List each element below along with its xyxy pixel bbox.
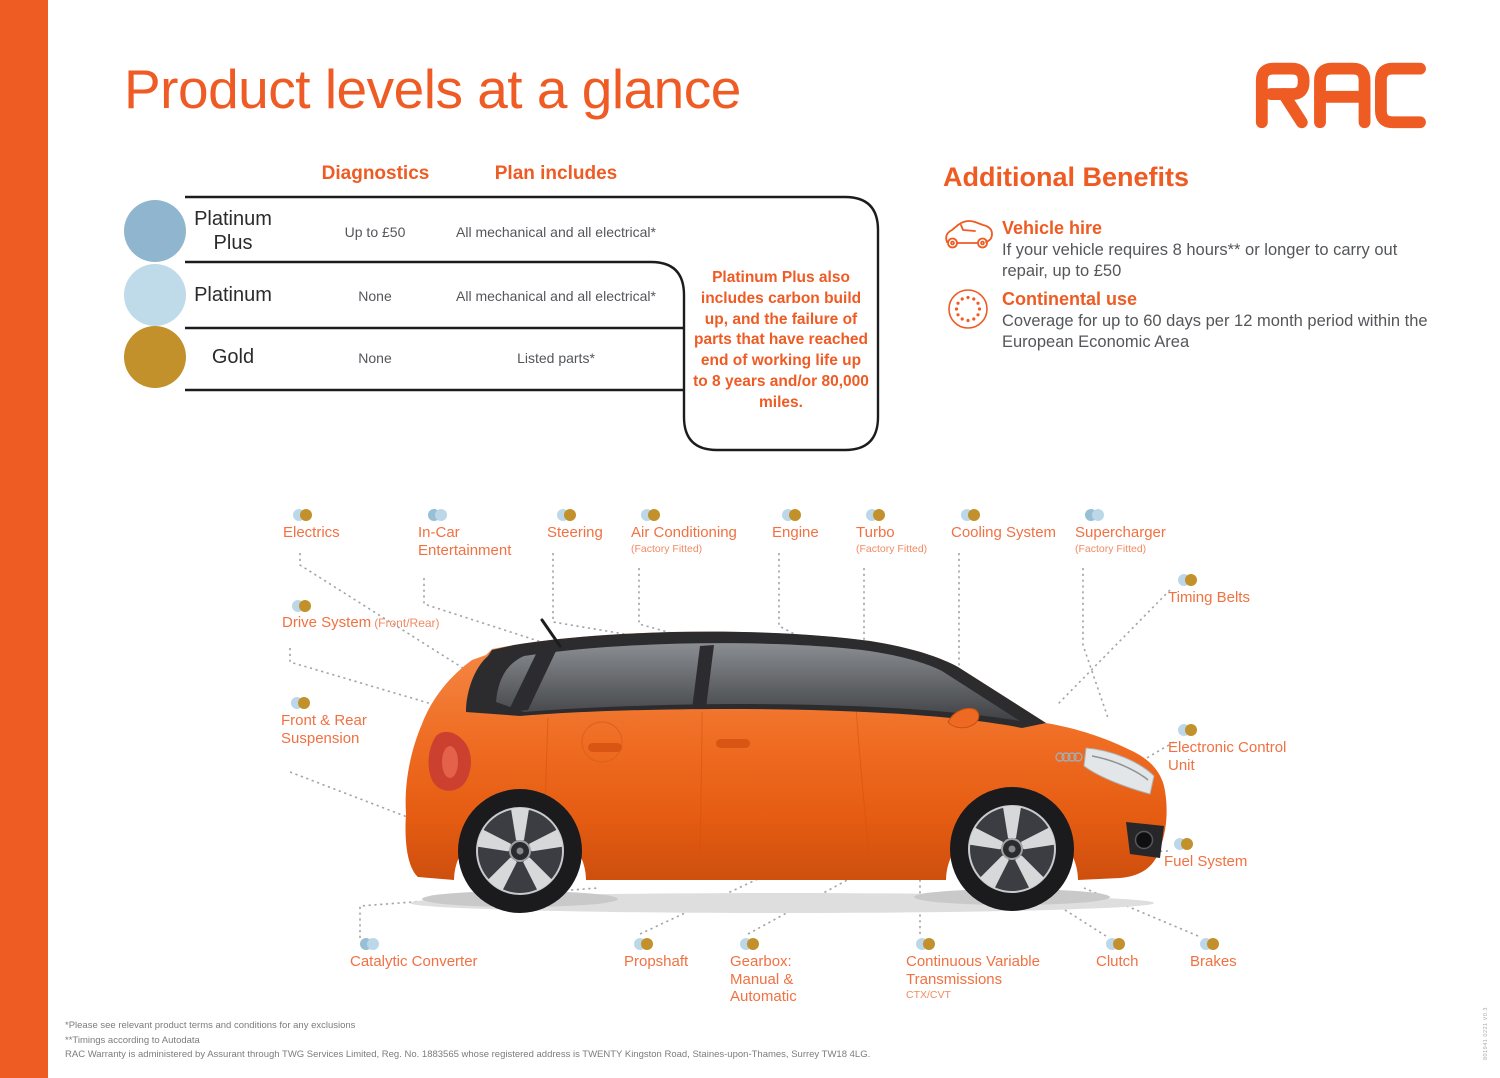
diagnostics-value: None <box>358 288 392 304</box>
plan-coverage-dots <box>1174 838 1247 850</box>
plan-coverage-dots <box>428 509 530 521</box>
part-label-electrics: Electrics <box>283 509 340 542</box>
part-label-steering: Steering <box>547 509 603 542</box>
column-header-plan-includes: Plan includes <box>494 163 618 184</box>
page-title: Product levels at a glance <box>124 58 741 120</box>
part-label-fuel-system: Fuel System <box>1164 838 1247 871</box>
plan-coverage-dots <box>557 509 603 521</box>
plan-coverage-dots <box>1106 938 1139 950</box>
part-label-cvt: Continuous Variable Transmissions CTX/CVT <box>906 938 1056 1001</box>
platinum-plus-callout: Platinum Plus also includes carbon build up, and the failure of parts that have reached end of working life up to 8 years and/or 80,000 miles. <box>693 269 869 411</box>
diagnostics-value: None <box>358 350 392 366</box>
part-label-propshaft: Propshaft <box>624 938 688 971</box>
plan-coverage-dots <box>293 509 340 521</box>
plan-includes-value: All mechanical and all electrical* <box>456 288 656 304</box>
plan-coverage-dots <box>1178 724 1303 736</box>
plan-coverage-dots <box>360 938 478 950</box>
benefit-text: If your vehicle requires 8 hours** or longer to carry out repair, up to £50 <box>1002 241 1398 281</box>
part-label-gearbox: Gearbox: Manual & Automatic <box>730 938 830 1006</box>
continental-use-icon <box>947 288 989 330</box>
part-label-electronic-control-unit: Electronic Control Unit <box>1168 724 1303 774</box>
part-label-drive-system: Drive System (Front/Rear) <box>282 600 522 632</box>
plan-coverage-dots <box>292 600 522 612</box>
benefit-text: Coverage for up to 60 days per 12 month period within the European Economic Area <box>1002 312 1428 352</box>
front-wheel <box>950 787 1074 911</box>
plan-coverage-dots <box>634 938 688 950</box>
vehicle-hire-icon <box>941 216 997 254</box>
benefit-title: Continental use <box>1002 289 1138 309</box>
car-illustration <box>406 620 1167 913</box>
plan-coverage-dots <box>1178 574 1250 586</box>
footer-line: RAC Warranty is administered by Assurant through TWG Services Limited, Reg. No. 1883565 whose registered address is TWENTY Kingston Road, Staines-upon-Thames, Surrey TW18 4LG. <box>65 1049 871 1061</box>
leader-supercharger <box>1083 568 1108 718</box>
tier-name: Gold <box>211 346 255 368</box>
plan-coverage-dots <box>291 697 391 709</box>
part-label-cooling-system: Cooling System <box>951 509 1056 542</box>
footer-line: **Timings according to Autodata <box>65 1034 200 1046</box>
part-label-brakes: Brakes <box>1190 938 1237 971</box>
tier-circle-platinum-plus <box>124 200 186 262</box>
footer-disclaimer <box>65 1019 870 1063</box>
plan-coverage-dots <box>740 938 830 950</box>
plan-coverage-dots <box>1200 938 1237 950</box>
tier-circle-gold <box>124 326 186 388</box>
part-label-engine: Engine <box>772 509 819 542</box>
part-label-catalytic-converter: Catalytic Converter <box>350 938 478 971</box>
print-code: 801941 0221 V0.3 <box>1483 1007 1489 1060</box>
tier-circle-platinum <box>124 264 186 326</box>
part-label-supercharger: Supercharger (Factory Fitted) <box>1075 509 1205 555</box>
plan-coverage-dots <box>961 509 1056 521</box>
tier-name: Platinum Plus <box>194 208 272 254</box>
plan-coverage-dots <box>782 509 819 521</box>
diagnostics-value: Up to £50 <box>344 224 406 240</box>
plan-coverage-dots <box>916 938 1056 950</box>
tier-name: Platinum <box>194 284 272 306</box>
footer-line: *Please see relevant product terms and conditions for any exclusions <box>65 1020 356 1031</box>
part-label-turbo: Turbo (Factory Fitted) <box>856 509 976 555</box>
plan-includes-value: Listed parts* <box>517 350 595 366</box>
column-header-diagnostics: Diagnostics <box>321 163 430 184</box>
part-label-timing-belts: Timing Belts <box>1168 574 1250 607</box>
plan-coverage-dots <box>1085 509 1205 521</box>
rac-logo <box>1245 55 1435 135</box>
part-label-clutch: Clutch <box>1096 938 1139 971</box>
plan-includes-value: All mechanical and all electrical* <box>456 224 656 240</box>
plan-coverage-dots <box>641 509 761 521</box>
benefit-title: Vehicle hire <box>1002 218 1103 238</box>
benefits-heading: Additional Benefits <box>943 162 1190 192</box>
part-label-front-rear-suspension: Front & Rear Suspension <box>281 697 391 747</box>
rear-wheel <box>458 789 582 913</box>
part-label-in-car-entertainment: In-Car Entertainment <box>418 509 530 559</box>
part-label-air-conditioning: Air Conditioning (Factory Fitted) <box>631 509 761 555</box>
leader-timing-belts <box>1058 590 1170 704</box>
